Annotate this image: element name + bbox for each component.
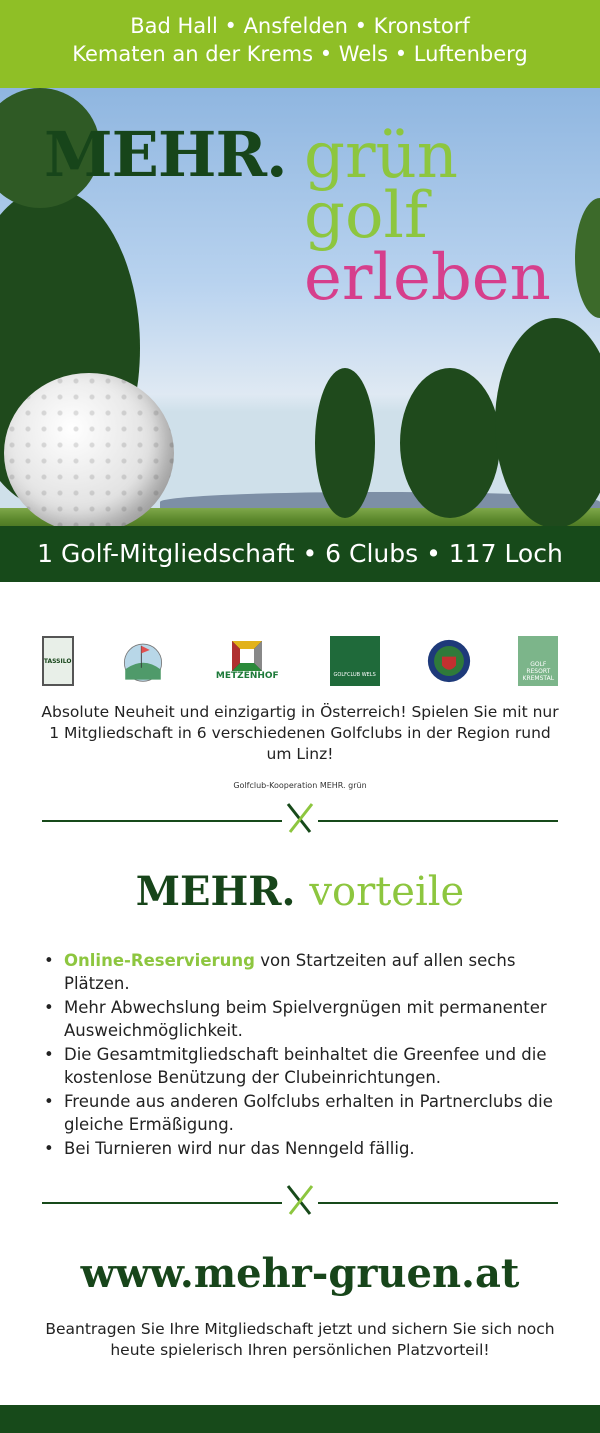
- locations-line-1: Bad Hall • Ansfelden • Kronstorf: [130, 14, 470, 38]
- list-item: • Mehr Abwechslung beim Spielvergnügen mit permanenter Ausweichmöglichkeit.: [44, 996, 560, 1042]
- crossed-golf-clubs-icon: [282, 802, 318, 840]
- logo-golfclub-wels: [330, 636, 380, 686]
- location-header: [0, 0, 600, 88]
- list-item: • Freunde aus anderen Golfclubs erhalten in Partnerclubs die gleiche Ermäßigung.: [44, 1090, 560, 1136]
- cooperation-caption: Golfclub-Kooperation MEHR. grün: [233, 781, 367, 790]
- title-light: vorteile: [309, 869, 465, 915]
- tree: [315, 368, 375, 518]
- logo-kronstorf: [121, 636, 165, 686]
- logo-text: METZENHOF: [215, 671, 279, 681]
- title-dark: MEHR.: [135, 868, 296, 915]
- hero-word-erleben: erleben: [304, 241, 551, 315]
- logo-text: GOLF RESORT KREMSTAL: [522, 661, 555, 682]
- list-item: • Die Gesamtmitgliedschaft beinhaltet die Greenfee und die kostenlose Benützung der Clubeinrichtungen.: [44, 1043, 560, 1089]
- call-to-action: Beantragen Sie Ihre Mitgliedschaft jetzt und sichern Sie sich noch heute spielerisch Ihren persönlichen Platzvorteil!: [45, 1320, 555, 1359]
- tree: [495, 318, 600, 526]
- logo-golf-resort-kremstal: [518, 636, 558, 686]
- advantages-title: [0, 868, 600, 915]
- divider: [42, 804, 558, 838]
- list-item: • Bei Turnieren wird nur das Nenngeld fällig.: [44, 1137, 560, 1160]
- list-item: [44, 949, 560, 995]
- website-link[interactable]: www.mehr-gruen.at: [80, 1250, 520, 1297]
- logo-golfclub-linz: [427, 636, 471, 686]
- advantages-list: [44, 949, 560, 1160]
- crossed-golf-clubs-icon: [282, 1184, 318, 1222]
- hero-word-gruen: grün: [304, 119, 458, 193]
- logo-text: GOLFCLUB WELS: [333, 672, 376, 678]
- club-logos: [0, 582, 600, 702]
- list-item-text: von Startzeiten auf allen sechs Plätzen.: [64, 951, 516, 993]
- online-reservation-highlight: Online-Reservierung: [64, 951, 255, 970]
- tree: [400, 368, 500, 518]
- footer-bar: [0, 1405, 600, 1433]
- intro-text: Absolute Neuheit und einzigartig in Österreich! Spielen Sie mit nur 1 Mitgliedschaft in 6 verschiedenen Golfclubs in der Region rund um Linz!: [41, 703, 559, 763]
- locations-line-2: Kematen an der Krems • Wels • Luftenberg: [72, 42, 528, 66]
- divider: [42, 1186, 558, 1220]
- logo-text: TASSILO: [43, 657, 72, 665]
- hero-brand: MEHR.: [44, 118, 287, 191]
- membership-banner: 1 Golf-Mitgliedschaft • 6 Clubs • 117 Loch: [0, 526, 600, 582]
- hero-image: [0, 88, 600, 526]
- logo-tassilo: [42, 636, 74, 686]
- golf-ball-sculpture: [4, 373, 174, 526]
- hero-word-golf: golf: [304, 179, 428, 253]
- logo-metzenhof: [212, 636, 282, 686]
- tree: [575, 198, 600, 318]
